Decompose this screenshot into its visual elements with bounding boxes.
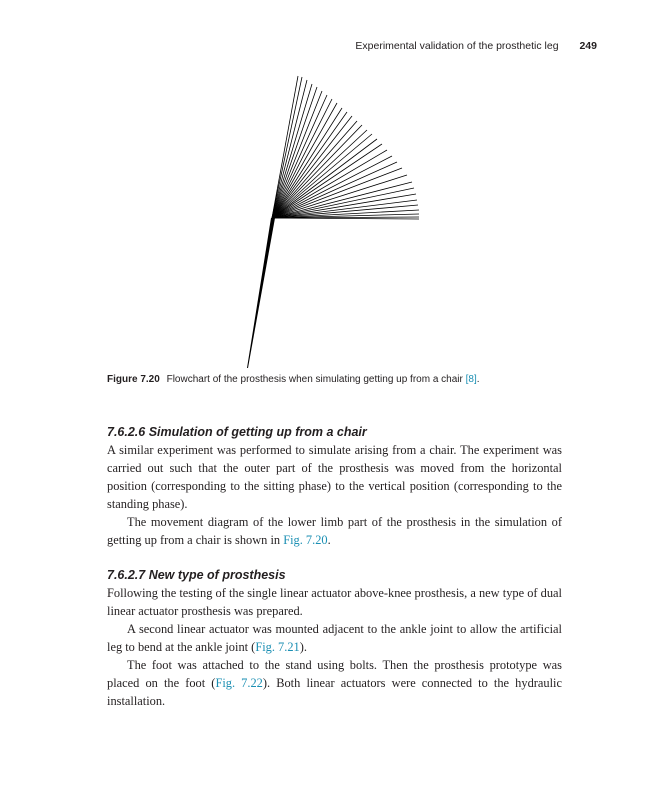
page-number: 249 bbox=[579, 40, 597, 52]
citation-link[interactable]: [8] bbox=[465, 374, 477, 385]
section-7-6-2-7 bbox=[107, 568, 562, 710]
paragraph bbox=[107, 513, 562, 549]
figure-link[interactable]: Fig. 7.22 bbox=[215, 676, 263, 690]
paragraph-text: ). bbox=[299, 640, 307, 654]
figure-caption bbox=[107, 374, 567, 385]
fan-line bbox=[272, 218, 419, 219]
section-7-6-2-6 bbox=[107, 425, 562, 549]
figure-link[interactable]: Fig. 7.21 bbox=[255, 640, 300, 654]
paragraph bbox=[107, 620, 562, 656]
paragraph bbox=[107, 656, 562, 710]
paragraph-text: ). Both linear actuators were connected to the hydraulic installation. bbox=[107, 676, 562, 708]
paragraph-text: A second linear actuator was mounted adjacent to the ankle joint to allow the artificial leg to bend at the ankle joint ( bbox=[107, 622, 562, 654]
fan-line bbox=[272, 76, 298, 218]
figure-link[interactable]: Fig. 7.20 bbox=[283, 533, 328, 547]
paragraph-text: The foot was attached to the stand using bolts. Then the prosthesis prototype was placed on the foot ( bbox=[107, 658, 562, 690]
shank-segment bbox=[247, 218, 275, 368]
caption-end: . bbox=[476, 374, 480, 385]
running-title: Experimental validation of the prosthetic leg bbox=[355, 40, 559, 52]
figure-label: Figure 7.20 bbox=[107, 374, 160, 385]
caption-text: Flowchart of the prosthesis when simulating getting up from a chair bbox=[166, 374, 463, 385]
fan-lines bbox=[272, 76, 419, 219]
section-heading: 7.6.2.7 New type of prosthesis bbox=[107, 568, 286, 582]
paragraph-text: The movement diagram of the lower limb part of the prosthesis in the simulation of getting up from a chair is shown in bbox=[107, 515, 562, 547]
fan-line bbox=[272, 80, 307, 218]
movement-diagram bbox=[0, 0, 648, 372]
section-heading: 7.6.2.6 Simulation of getting up from a chair bbox=[107, 425, 367, 439]
paragraph: Following the testing of the single linear actuator above-knee prosthesis, a new type of dual linear actuator prosthesis was prepared. bbox=[107, 586, 562, 618]
paragraph-text: . bbox=[327, 533, 331, 547]
paragraph: A similar experiment was performed to simulate arising from a chair. The experiment was carried out such that the outer part of the prosthesis was moved from the horizontal position (corresponding to the sitting phase) to the vertical position (corresponding to the standing phase). bbox=[107, 443, 562, 511]
